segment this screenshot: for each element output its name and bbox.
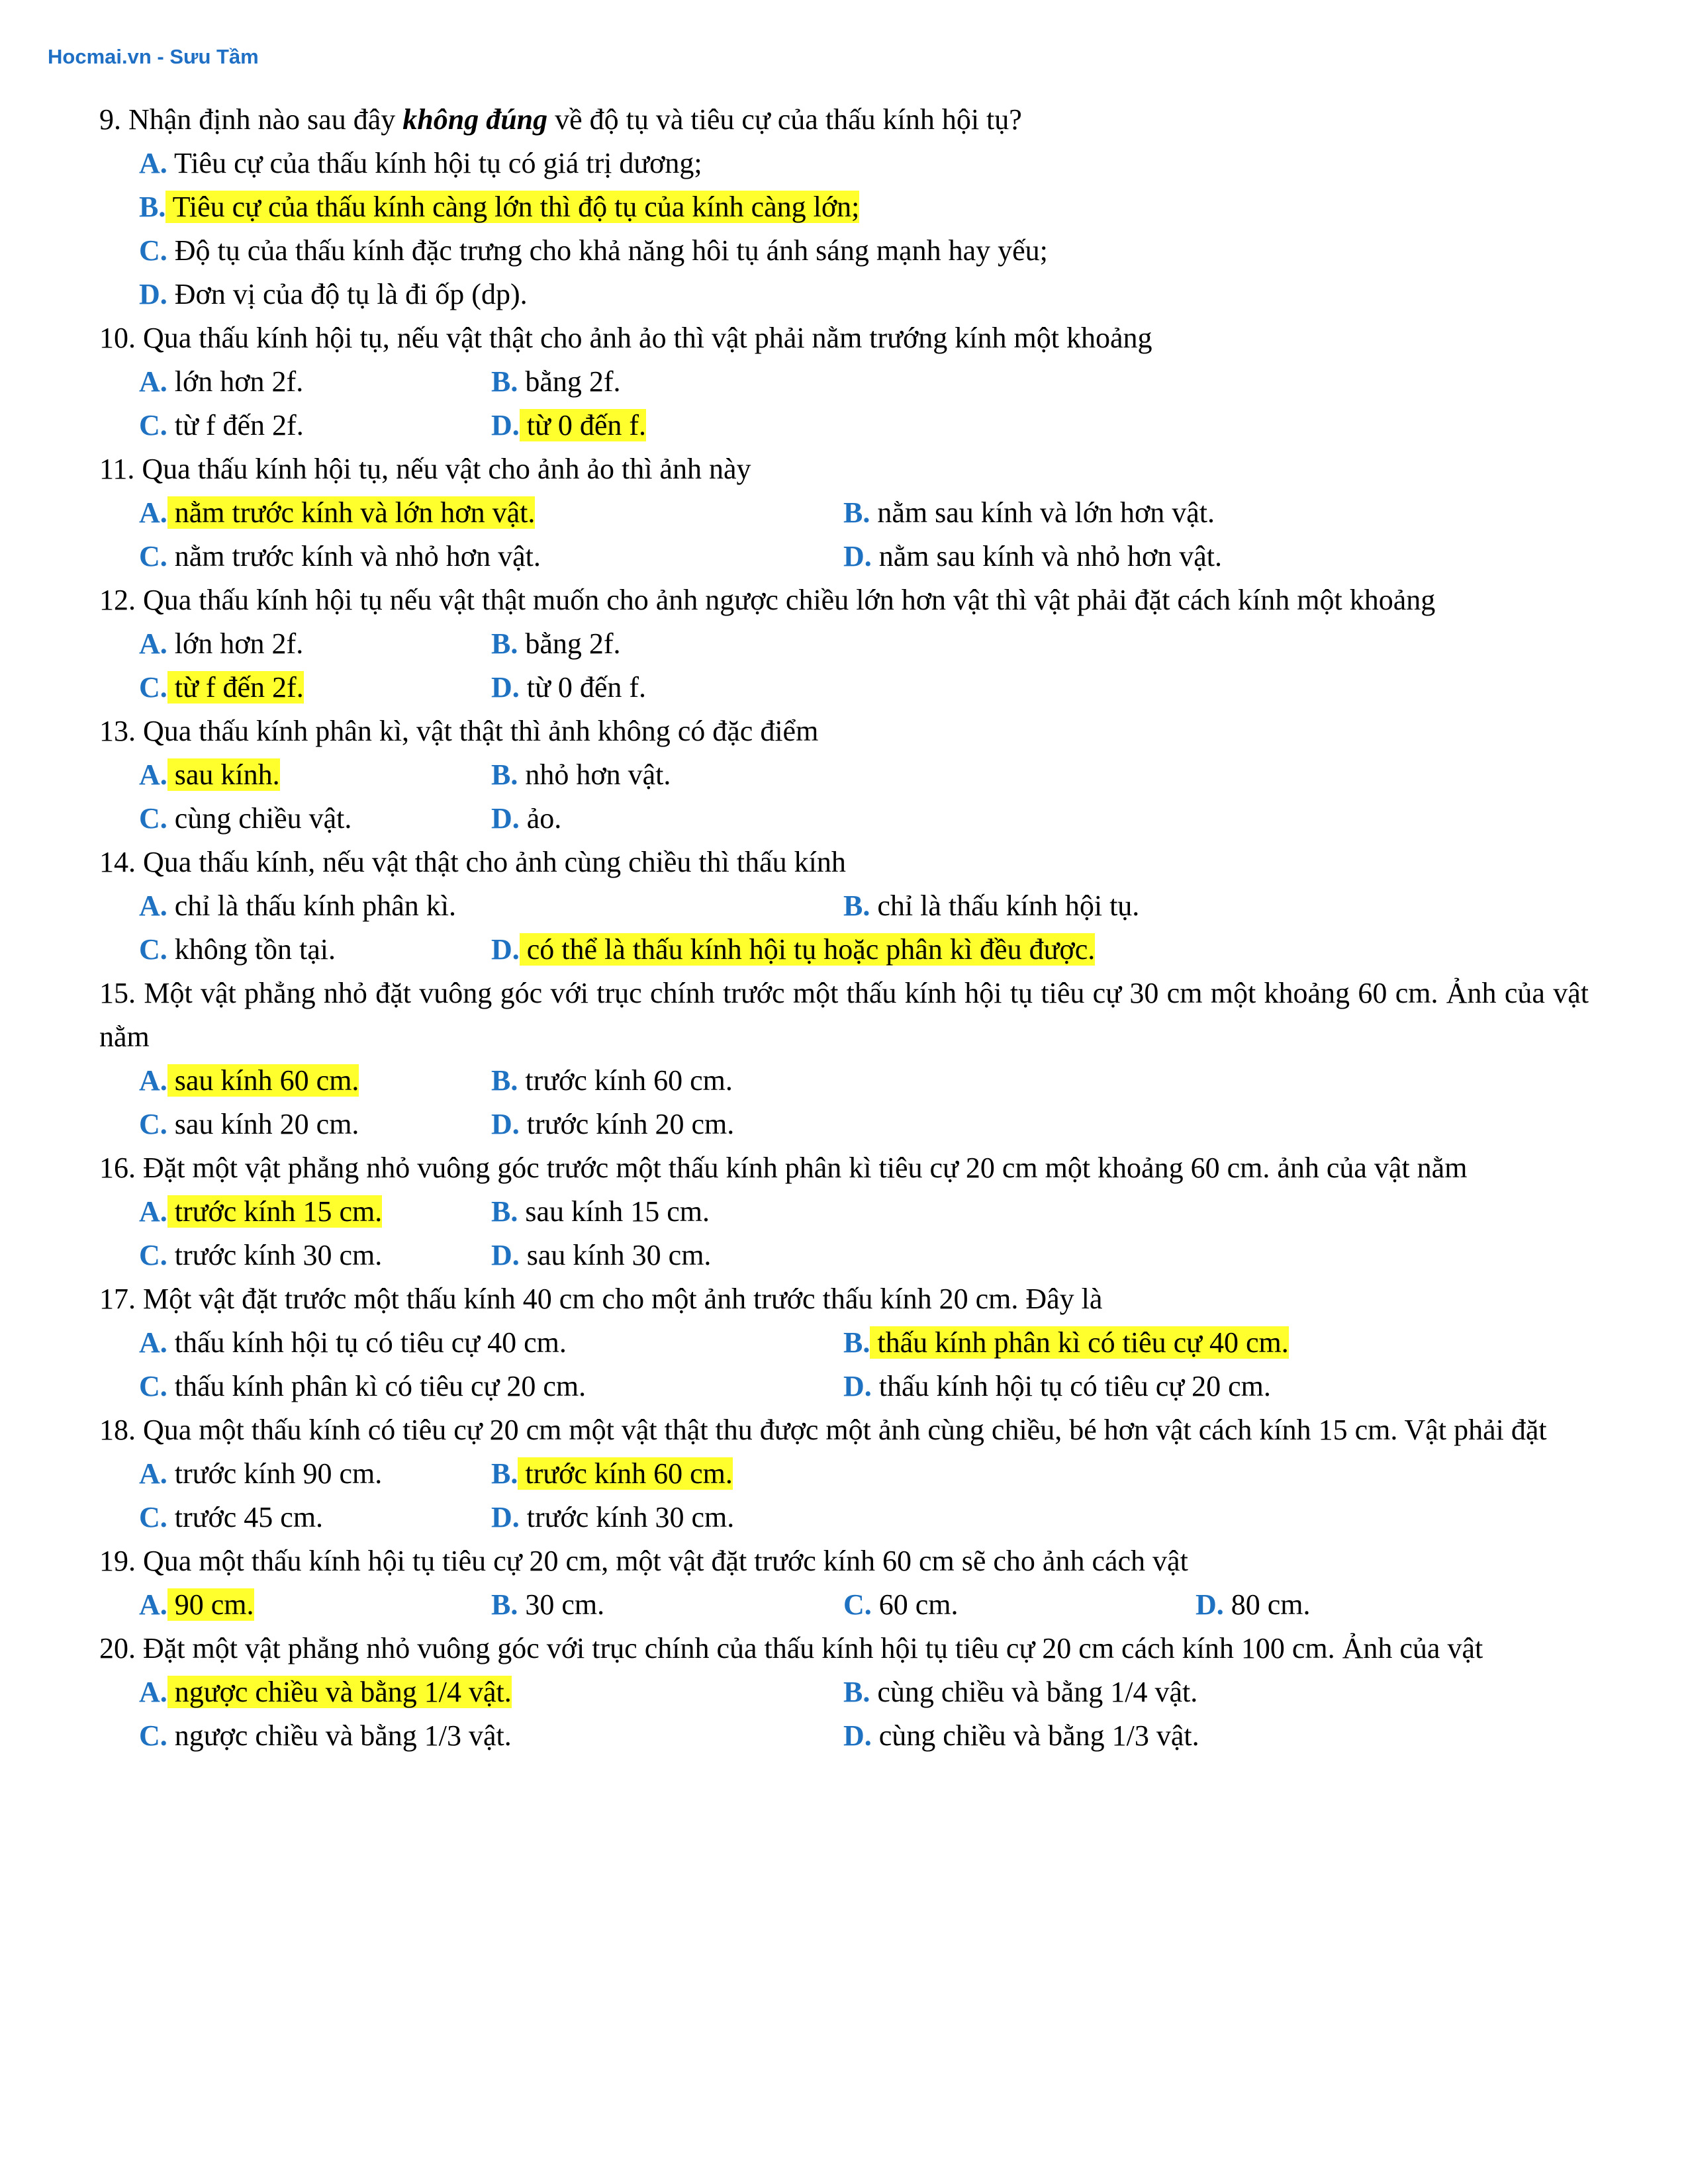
- answer-option[interactable]: [139, 229, 1048, 273]
- option-letter: C.: [139, 540, 167, 572]
- answer-option[interactable]: [491, 404, 646, 447]
- option-text: bằng 2f.: [518, 627, 621, 660]
- answer-option[interactable]: [843, 1670, 1197, 1714]
- option-text: sau kính 30 cm.: [519, 1239, 712, 1271]
- option-letter: D.: [491, 802, 520, 835]
- answer-option[interactable]: [139, 1321, 843, 1365]
- option-letter: D.: [1196, 1588, 1224, 1621]
- question-stem: 9. Nhận định nào sau đây không đúng về độ tụ và tiêu cự của thấu kính hội tụ?: [99, 103, 1022, 136]
- answer-option[interactable]: [139, 1452, 491, 1496]
- option-row: [99, 884, 1589, 928]
- answer-option[interactable]: [491, 1583, 843, 1627]
- option-text: nhỏ hơn vật.: [518, 758, 671, 791]
- option-text: sau kính 20 cm.: [167, 1108, 359, 1140]
- option-text: 30 cm.: [518, 1588, 605, 1621]
- option-row: [99, 753, 1589, 797]
- option-letter: A.: [139, 1064, 167, 1097]
- answer-option[interactable]: [139, 1059, 491, 1103]
- answer-option[interactable]: [139, 404, 491, 447]
- option-letter: D.: [139, 278, 167, 310]
- option-text-highlighted: từ 0 đến f.: [519, 409, 647, 441]
- question-stem: 15. Một vật phẳng nhỏ đặt vuông góc với trục chính trước một thấu kính hội tụ tiêu cự 30 cm một khoảng 60 cm. Ảnh của vật nằm: [99, 977, 1589, 1053]
- option-text: chỉ là thấu kính hội tụ.: [870, 889, 1140, 922]
- option-letter: B.: [491, 1588, 518, 1621]
- option-row: [99, 1452, 1589, 1496]
- option-text: Độ tụ của thấu kính đặc trưng cho khả năng hôi tụ ánh sáng mạnh hay yếu;: [167, 234, 1048, 267]
- answer-option[interactable]: [139, 884, 843, 928]
- option-text: lớn hơn 2f.: [167, 365, 304, 398]
- answer-option[interactable]: [1196, 1583, 1548, 1627]
- option-row: [99, 1714, 1589, 1758]
- answer-option[interactable]: [139, 1103, 491, 1146]
- option-letter: A.: [139, 627, 167, 660]
- question-stem: 17. Một vật đặt trước một thấu kính 40 cm cho một ảnh trước thấu kính 20 cm. Đây là: [99, 1283, 1103, 1315]
- option-row: [99, 1321, 1589, 1365]
- option-text: 80 cm.: [1223, 1588, 1311, 1621]
- answer-option[interactable]: [139, 491, 843, 535]
- option-letter: C.: [139, 1108, 167, 1140]
- option-text: trước kính 90 cm.: [167, 1457, 383, 1490]
- answer-option[interactable]: [843, 1714, 1199, 1758]
- option-text: từ 0 đến f.: [519, 671, 647, 704]
- answer-option[interactable]: [139, 928, 491, 972]
- option-text-highlighted: từ f đến 2f.: [167, 671, 304, 704]
- answer-option[interactable]: [843, 535, 1222, 578]
- answer-option[interactable]: [139, 1583, 491, 1627]
- option-letter: D.: [491, 1239, 520, 1271]
- option-text-highlighted: 90 cm.: [167, 1588, 254, 1621]
- option-letter: A.: [139, 1457, 167, 1490]
- answer-option[interactable]: [491, 622, 621, 666]
- answer-option[interactable]: [139, 1714, 843, 1758]
- answer-option[interactable]: [139, 1496, 491, 1539]
- option-letter: D.: [491, 1501, 520, 1533]
- option-text-highlighted: Tiêu cự của thấu kính càng lớn thì độ tụ của kính càng lớn;: [165, 191, 860, 223]
- option-text: từ f đến 2f.: [167, 409, 304, 441]
- option-text: trước kính 20 cm.: [519, 1108, 735, 1140]
- answer-option[interactable]: [139, 185, 860, 229]
- answer-option[interactable]: [843, 1365, 1271, 1408]
- option-row: [99, 1670, 1589, 1714]
- option-letter: A.: [139, 147, 167, 179]
- option-row: [99, 491, 1589, 535]
- option-letter: A.: [139, 496, 167, 529]
- option-row: [99, 185, 1589, 229]
- option-row: [99, 797, 1589, 841]
- answer-option[interactable]: [491, 1452, 733, 1496]
- option-row: [99, 1496, 1589, 1539]
- option-letter: B.: [491, 365, 518, 398]
- answer-option[interactable]: [491, 360, 621, 404]
- option-text-highlighted: sau kính 60 cm.: [167, 1064, 359, 1097]
- option-text-highlighted: nằm trước kính và lớn hơn vật.: [167, 496, 536, 529]
- answer-option[interactable]: [139, 666, 491, 709]
- option-text: nằm sau kính và nhỏ hơn vật.: [871, 540, 1222, 572]
- option-letter: B.: [843, 1326, 870, 1359]
- option-letter: B.: [843, 496, 870, 529]
- answer-option[interactable]: [139, 1365, 843, 1408]
- option-text: thấu kính phân kì có tiêu cự 20 cm.: [167, 1370, 586, 1402]
- option-letter: A.: [139, 365, 167, 398]
- option-row: [99, 928, 1589, 972]
- option-text: nằm trước kính và nhỏ hơn vật.: [167, 540, 541, 572]
- option-text: bằng 2f.: [518, 365, 621, 398]
- option-letter: A.: [139, 1676, 167, 1708]
- option-letter: B.: [491, 627, 518, 660]
- question-stem: 14. Qua thấu kính, nếu vật thật cho ảnh cùng chiều thì thấu kính: [99, 846, 846, 878]
- option-text-highlighted: sau kính.: [167, 758, 280, 791]
- question-stem: 10. Qua thấu kính hội tụ, nếu vật thật cho ảnh ảo thì vật phải nằm trướng kính một khoảng: [99, 322, 1152, 354]
- option-text: trước 45 cm.: [167, 1501, 324, 1533]
- option-letter: C.: [139, 802, 167, 835]
- option-row: [99, 1059, 1589, 1103]
- answer-option[interactable]: [491, 666, 646, 709]
- answer-option[interactable]: [139, 360, 491, 404]
- option-row: [99, 666, 1589, 709]
- option-text: cùng chiều và bằng 1/3 vật.: [871, 1719, 1199, 1752]
- question-list: [99, 98, 1589, 1758]
- option-row: [99, 622, 1589, 666]
- option-letter: C.: [139, 1501, 167, 1533]
- option-letter: B.: [491, 1064, 518, 1097]
- option-text: 60 cm.: [871, 1588, 959, 1621]
- option-text-highlighted: thấu kính phân kì có tiêu cự 40 cm.: [870, 1326, 1289, 1359]
- option-row: [99, 273, 1589, 316]
- option-text: ảo.: [519, 802, 562, 835]
- option-letter: A.: [139, 758, 167, 791]
- option-row: [99, 535, 1589, 578]
- option-text: nằm sau kính và lớn hơn vật.: [870, 496, 1215, 529]
- option-letter: B.: [491, 1195, 518, 1228]
- option-letter: C.: [843, 1588, 872, 1621]
- question-stem: 11. Qua thấu kính hội tụ, nếu vật cho ảnh ảo thì ảnh này: [99, 453, 751, 485]
- answer-option[interactable]: [139, 1234, 491, 1277]
- option-letter: D.: [843, 1370, 872, 1402]
- option-row: [99, 142, 1589, 185]
- option-letter: D.: [843, 1719, 872, 1752]
- option-text-highlighted: trước kính 15 cm.: [167, 1195, 383, 1228]
- option-letter: A.: [139, 1195, 167, 1228]
- option-row: [99, 404, 1589, 447]
- option-row: [99, 1234, 1589, 1277]
- option-letter: A.: [139, 1588, 167, 1621]
- option-text: thấu kính hội tụ có tiêu cự 40 cm.: [167, 1326, 567, 1359]
- option-letter: C.: [139, 1239, 167, 1271]
- option-letter: B.: [491, 1457, 518, 1490]
- option-text: cùng chiều và bằng 1/4 vật.: [870, 1676, 1198, 1708]
- option-text: thấu kính hội tụ có tiêu cự 20 cm.: [871, 1370, 1271, 1402]
- answer-option[interactable]: [139, 535, 843, 578]
- answer-option[interactable]: [139, 273, 843, 316]
- option-row: [99, 1365, 1589, 1408]
- option-text: chỉ là thấu kính phân kì.: [167, 889, 457, 922]
- answer-option[interactable]: [139, 797, 491, 841]
- answer-option[interactable]: [139, 753, 491, 797]
- answer-option[interactable]: [491, 1234, 711, 1277]
- option-letter: D.: [491, 1108, 520, 1140]
- option-letter: B.: [491, 758, 518, 791]
- answer-option[interactable]: [139, 142, 843, 185]
- option-letter: C.: [139, 409, 167, 441]
- option-text: trước kính 60 cm.: [518, 1064, 733, 1097]
- option-letter: B.: [843, 889, 870, 922]
- answer-option[interactable]: [491, 753, 671, 797]
- answer-option[interactable]: [139, 1670, 843, 1714]
- emphasis-text: không đúng: [402, 103, 548, 136]
- answer-option[interactable]: [491, 1496, 734, 1539]
- option-text-highlighted: có thể là thấu kính hội tụ hoặc phân kì đều được.: [519, 933, 1096, 966]
- answer-option[interactable]: [139, 1190, 491, 1234]
- question-stem: 12. Qua thấu kính hội tụ nếu vật thật muốn cho ảnh ngược chiều lớn hơn vật thì vật phải đặt cách kính một khoảng: [99, 584, 1436, 616]
- option-letter: C.: [139, 671, 167, 704]
- option-letter: D.: [491, 933, 520, 966]
- option-text: ngược chiều và bằng 1/3 vật.: [167, 1719, 512, 1752]
- answer-option[interactable]: [139, 622, 491, 666]
- option-row: [99, 360, 1589, 404]
- answer-option[interactable]: [843, 884, 1139, 928]
- option-row: [99, 229, 1589, 273]
- option-text: trước kính 30 cm.: [167, 1239, 383, 1271]
- answer-option[interactable]: [491, 928, 1095, 972]
- option-letter: C.: [139, 1370, 167, 1402]
- option-text-highlighted: ngược chiều và bằng 1/4 vật.: [167, 1676, 512, 1708]
- question-stem: 18. Qua một thấu kính có tiêu cự 20 cm một vật thật thu được một ảnh cùng chiều, bé hơn vật cách kính 15 cm. Vật phải đặt: [99, 1414, 1547, 1446]
- question-stem: 13. Qua thấu kính phân kì, vật thật thì ảnh không có đặc điểm: [99, 715, 819, 747]
- option-letter: A.: [139, 889, 167, 922]
- answer-option[interactable]: [491, 1190, 710, 1234]
- option-letter: A.: [139, 1326, 167, 1359]
- option-text: Tiêu cự của thấu kính hội tụ có giá trị dương;: [167, 147, 702, 179]
- option-letter: D.: [491, 671, 520, 704]
- answer-option[interactable]: [491, 797, 561, 841]
- option-text: không tồn tại.: [167, 933, 336, 966]
- option-text: lớn hơn 2f.: [167, 627, 304, 660]
- option-text: trước kính 30 cm.: [519, 1501, 735, 1533]
- question-stem: 19. Qua một thấu kính hội tụ tiêu cự 20 cm, một vật đặt trước kính 60 cm sẽ cho ảnh cách vật: [99, 1545, 1188, 1577]
- option-text: sau kính 15 cm.: [518, 1195, 710, 1228]
- option-row: [99, 1583, 1589, 1627]
- question-stem: 16. Đặt một vật phẳng nhỏ vuông góc trước một thấu kính phân kì tiêu cự 20 cm một khoảng 60 cm. ảnh của vật nằm: [99, 1152, 1468, 1184]
- answer-option[interactable]: [843, 491, 1215, 535]
- option-letter: D.: [491, 409, 520, 441]
- option-letter: D.: [843, 540, 872, 572]
- option-letter: B.: [139, 191, 166, 223]
- option-letter: B.: [843, 1676, 870, 1708]
- option-letter: C.: [139, 1719, 167, 1752]
- answer-option[interactable]: [491, 1059, 733, 1103]
- answer-option[interactable]: [843, 1583, 1196, 1627]
- option-row: [99, 1190, 1589, 1234]
- option-text: Đơn vị của độ tụ là đi ốp (dp).: [167, 278, 528, 310]
- option-text: cùng chiều vật.: [167, 802, 352, 835]
- option-row: [99, 1103, 1589, 1146]
- option-text-highlighted: trước kính 60 cm.: [518, 1457, 733, 1490]
- question-stem: 20. Đặt một vật phẳng nhỏ vuông góc với trục chính của thấu kính hội tụ tiêu cự 20 cm cách kính 100 cm. Ảnh của vật: [99, 1632, 1483, 1664]
- option-letter: C.: [139, 933, 167, 966]
- answer-option[interactable]: [491, 1103, 734, 1146]
- source-watermark: Hocmai.vn - Sưu Tầm: [48, 45, 259, 68]
- option-letter: C.: [139, 234, 167, 267]
- answer-option[interactable]: [843, 1321, 1289, 1365]
